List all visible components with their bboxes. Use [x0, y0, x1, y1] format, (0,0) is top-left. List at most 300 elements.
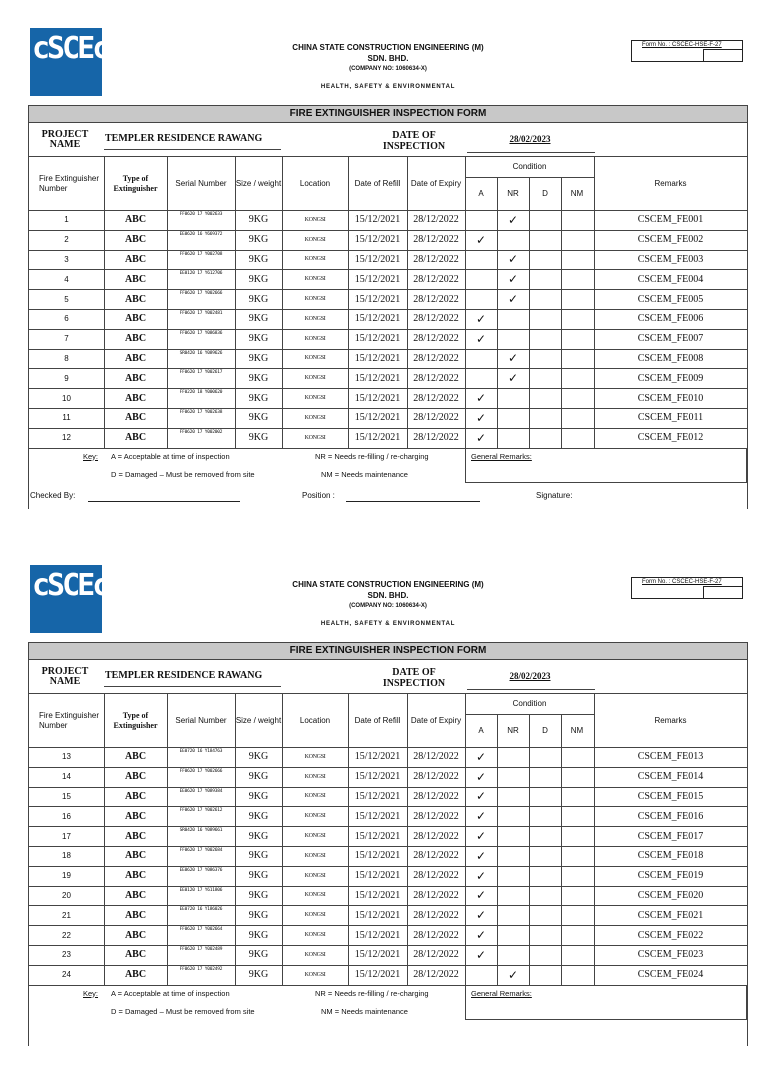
- cell-expiry: 28/12/2022: [413, 412, 459, 424]
- company-name-line1: CHINA STATE CONSTRUCTION ENGINEERING (M): [292, 580, 484, 589]
- company-name-line1: CHINA STATE CONSTRUCTION ENGINEERING (M): [292, 43, 484, 52]
- condition-checkmark-icon: ✓: [475, 391, 487, 406]
- cell-remarks: CSCEM_FE008: [637, 352, 704, 364]
- company-logo: [30, 565, 108, 633]
- cell-refill: 15/12/2021: [354, 372, 401, 384]
- logo-mark: cSCEc: [32, 568, 108, 603]
- cell-location: KONGSI: [304, 375, 326, 382]
- department-name: HEALTH, SAFETY & ENVIRONMENTAL: [320, 621, 456, 627]
- general-remarks-label: General Remarks:: [471, 451, 532, 461]
- cell-size: 9KG: [248, 949, 269, 961]
- form-title: FIRE EXTINGUISHER INSPECTION FORM: [29, 106, 747, 123]
- cell-size: 9KG: [248, 412, 269, 424]
- checked-by-line: [88, 501, 240, 502]
- cell-expiry: 28/12/2022: [413, 949, 459, 961]
- col-header-size: Size / weight: [235, 715, 282, 725]
- date-label: DATE OF INSPECTION: [382, 130, 446, 152]
- cell-location: KONGSI: [304, 395, 326, 402]
- cell-location: KONGSI: [304, 335, 326, 342]
- cell-no: 2: [64, 235, 69, 245]
- date-underline: [467, 689, 595, 690]
- cell-remarks: CSCEM_FE015: [637, 790, 704, 802]
- cell-expiry: 28/12/2022: [413, 929, 459, 941]
- cell-expiry: 28/12/2022: [413, 771, 459, 783]
- form-number-inner-box: [703, 49, 742, 61]
- cell-location: KONGSI: [304, 236, 326, 243]
- col-header-type: Type of Extinguisher: [113, 173, 158, 193]
- cell-type: ABC: [124, 889, 147, 901]
- cell-remarks: CSCEM_FE007: [637, 333, 704, 345]
- cell-type: ABC: [124, 909, 147, 921]
- cell-type: ABC: [124, 313, 147, 325]
- cell-refill: 15/12/2021: [354, 214, 401, 226]
- key-damaged: D = Damaged – Must be removed from site: [111, 469, 255, 479]
- cell-remarks: CSCEM_FE011: [637, 412, 704, 424]
- col-header-location: Location: [299, 178, 331, 188]
- cell-location: KONGSI: [304, 951, 326, 958]
- key-needs-maintenance: NM = Needs maintenance: [321, 469, 408, 479]
- cell-expiry: 28/12/2022: [413, 214, 459, 226]
- cell-refill: 15/12/2021: [354, 273, 401, 285]
- cell-no: 16: [62, 811, 71, 821]
- form-number-box: [631, 40, 743, 62]
- cell-expiry: 28/12/2022: [413, 850, 459, 862]
- cell-expiry: 28/12/2022: [413, 830, 459, 842]
- cell-expiry: 28/12/2022: [413, 352, 459, 364]
- key-needs-refill: NR = Needs re-filling / re-charging: [315, 988, 429, 998]
- cell-serial: FF0620 17 Y002481: [179, 311, 223, 316]
- cell-size: 9KG: [248, 234, 269, 246]
- project-name-value: TEMPLER RESIDENCE RAWANG: [105, 670, 263, 681]
- cell-no: 12: [62, 433, 71, 443]
- cell-no: 3: [64, 254, 69, 264]
- key-needs-maintenance: NM = Needs maintenance: [321, 1006, 408, 1016]
- cell-refill: 15/12/2021: [354, 412, 401, 424]
- cell-no: 7: [64, 334, 69, 344]
- project-underline: [104, 686, 281, 687]
- cell-refill: 15/12/2021: [354, 432, 401, 444]
- condition-checkmark-icon: ✓: [507, 292, 519, 307]
- cell-location: KONGSI: [304, 276, 326, 283]
- form-number: Form No. : CSCEC-HSE-F-27: [642, 42, 722, 48]
- cell-no: 21: [62, 910, 71, 920]
- key-label: Key:: [83, 451, 99, 461]
- cell-expiry: 28/12/2022: [413, 273, 459, 285]
- cell-size: 9KG: [248, 850, 269, 862]
- cell-expiry: 28/12/2022: [413, 333, 459, 345]
- cell-location: KONGSI: [304, 355, 326, 362]
- condition-checkmark-icon: ✓: [507, 351, 519, 366]
- cell-type: ABC: [124, 850, 147, 862]
- cell-remarks: CSCEM_FE023: [637, 949, 704, 961]
- cell-remarks: CSCEM_FE006: [637, 313, 704, 325]
- condition-checkmark-icon: ✓: [507, 967, 519, 982]
- company-name-line2: SDN. BHD.: [367, 591, 409, 600]
- cell-type: ABC: [124, 234, 147, 246]
- col-header-serial: Serial Number: [175, 715, 227, 725]
- cell-no: 22: [62, 930, 71, 940]
- cell-remarks: CSCEM_FE003: [637, 253, 704, 265]
- project-name-value: TEMPLER RESIDENCE RAWANG: [105, 133, 263, 144]
- cell-serial: EE0120 17 Y612706: [179, 271, 223, 277]
- cell-size: 9KG: [248, 293, 269, 305]
- condition-checkmark-icon: ✓: [475, 769, 487, 784]
- cell-type: ABC: [124, 870, 147, 882]
- cell-expiry: 28/12/2022: [413, 313, 459, 325]
- cell-serial: EE0120 17 Y611806: [179, 887, 223, 893]
- cell-size: 9KG: [248, 253, 269, 265]
- cell-remarks: CSCEM_FE018: [637, 850, 704, 862]
- col-header-size: Size / weight: [235, 178, 282, 188]
- cell-refill: 15/12/2021: [354, 751, 401, 763]
- cell-type: ABC: [124, 372, 147, 384]
- cell-no: 9: [64, 373, 69, 383]
- cell-refill: 15/12/2021: [354, 929, 401, 941]
- general-remarks-label: General Remarks:: [471, 988, 532, 998]
- condition-checkmark-icon: ✓: [475, 410, 487, 425]
- cell-location: KONGSI: [304, 852, 326, 859]
- cell-serial: FF0620 17 Y002664: [179, 927, 223, 933]
- cell-type: ABC: [124, 214, 147, 226]
- cell-type: ABC: [124, 771, 147, 783]
- cell-remarks: CSCEM_FE013: [637, 751, 704, 763]
- cell-remarks: CSCEM_FE004: [637, 273, 704, 285]
- condition-checkmark-icon: ✓: [475, 311, 487, 326]
- cell-serial: FF0620 17 Y002666: [179, 291, 223, 297]
- cell-size: 9KG: [248, 214, 269, 226]
- key-acceptable: A = Acceptable at time of inspection: [111, 451, 230, 461]
- condition-checkmark-icon: ✓: [507, 212, 519, 227]
- key-acceptable: A = Acceptable at time of inspection: [111, 988, 230, 998]
- project-name-label: PROJECT NAME: [41, 129, 89, 150]
- cell-size: 9KG: [248, 771, 269, 783]
- col-header-nr: NR: [507, 189, 519, 198]
- row-divider: [29, 985, 747, 986]
- cell-remarks: CSCEM_FE021: [637, 909, 704, 921]
- condition-checkmark-icon: ✓: [475, 232, 487, 247]
- inspection-table: [28, 105, 748, 509]
- cell-remarks: CSCEM_FE020: [637, 889, 704, 901]
- cell-remarks: CSCEM_FE005: [637, 293, 704, 305]
- row-divider: [29, 448, 747, 449]
- position-label: Position :: [302, 491, 335, 500]
- cell-remarks: CSCEM_FE017: [637, 830, 704, 842]
- cell-serial: EE0620 17 Y086376: [179, 867, 223, 873]
- cell-no: 11: [62, 413, 71, 423]
- department-name: HEALTH, SAFETY & ENVIRONMENTAL: [320, 84, 456, 90]
- cell-type: ABC: [124, 810, 147, 822]
- cell-remarks: CSCEM_FE014: [637, 771, 704, 783]
- cell-type: ABC: [124, 830, 147, 842]
- cell-location: KONGSI: [304, 256, 326, 263]
- col-header-condition: Condition: [512, 699, 547, 708]
- cell-refill: 15/12/2021: [354, 830, 401, 842]
- cell-no: 19: [62, 871, 71, 881]
- cell-location: KONGSI: [304, 813, 326, 820]
- cell-serial: FF0620 17 Y002489: [179, 947, 223, 952]
- cell-location: KONGSI: [304, 912, 326, 919]
- cell-no: 14: [62, 772, 71, 782]
- date-value: 28/02/2023: [509, 671, 551, 681]
- cell-expiry: 28/12/2022: [413, 790, 459, 802]
- col-header-nm: NM: [570, 189, 584, 198]
- col-header-d: D: [542, 726, 548, 735]
- cell-remarks: CSCEM_FE016: [637, 810, 704, 822]
- cell-refill: 15/12/2021: [354, 850, 401, 862]
- logo-mark: cSCEc: [32, 31, 108, 66]
- cell-remarks: CSCEM_FE022: [637, 929, 704, 941]
- cell-no: 23: [62, 950, 71, 960]
- cell-serial: SR0420 16 Y089661: [179, 828, 223, 834]
- cell-size: 9KG: [248, 352, 269, 364]
- frame-right-ext: [746, 985, 747, 1019]
- condition-checkmark-icon: ✓: [475, 947, 487, 962]
- cell-serial: EE0720 16 Y186026: [179, 907, 223, 913]
- cell-type: ABC: [124, 969, 147, 981]
- cell-serial: EE0620 17 Y089384: [179, 788, 223, 794]
- company-name-line2: SDN. BHD.: [367, 54, 409, 63]
- cell-serial: FF0620 17 Y002617: [179, 370, 223, 376]
- cell-serial: FF0620 17 Y002002: [179, 429, 223, 435]
- cell-location: KONGSI: [304, 793, 326, 800]
- col-header-refill: Date of Refill: [354, 178, 401, 188]
- cell-serial: EE0720 16 Y184763: [179, 749, 223, 754]
- remarks-box-bottom: [465, 482, 747, 483]
- cell-expiry: 28/12/2022: [413, 372, 459, 384]
- cell-serial: FF0620 17 Y002684: [179, 848, 223, 853]
- cell-serial: FF0620 17 Y002666: [179, 768, 223, 774]
- cell-size: 9KG: [248, 313, 269, 325]
- cell-serial: FF0620 17 Y002612: [179, 808, 223, 814]
- cell-location: KONGSI: [304, 892, 326, 899]
- condition-checkmark-icon: ✓: [475, 789, 487, 804]
- cell-size: 9KG: [248, 333, 269, 345]
- cell-refill: 15/12/2021: [354, 889, 401, 901]
- cell-type: ABC: [124, 790, 147, 802]
- company-logo: [30, 28, 108, 96]
- cell-serial: FF0620 17 Y086836: [179, 330, 223, 336]
- condition-checkmark-icon: ✓: [507, 272, 519, 287]
- key-damaged: D = Damaged – Must be removed from site: [111, 1006, 255, 1016]
- form-number-box: [631, 577, 743, 599]
- cell-no: 17: [62, 831, 71, 841]
- cell-location: KONGSI: [304, 753, 326, 760]
- cell-size: 9KG: [248, 889, 269, 901]
- condition-checkmark-icon: ✓: [475, 331, 487, 346]
- col-header-a: A: [478, 726, 484, 735]
- cell-remarks: CSCEM_FE024: [637, 969, 704, 981]
- cell-refill: 15/12/2021: [354, 909, 401, 921]
- cell-size: 9KG: [248, 273, 269, 285]
- cell-refill: 15/12/2021: [354, 293, 401, 305]
- condition-checkmark-icon: ✓: [475, 809, 487, 824]
- cell-no: 5: [64, 294, 69, 304]
- col-header-remarks: Remarks: [654, 715, 687, 725]
- cell-no: 6: [64, 314, 69, 324]
- cell-size: 9KG: [248, 751, 269, 763]
- cell-size: 9KG: [248, 929, 269, 941]
- cell-no: 10: [62, 393, 71, 403]
- condition-checkmark-icon: ✓: [475, 829, 487, 844]
- cell-expiry: 28/12/2022: [413, 870, 459, 882]
- cell-expiry: 28/12/2022: [413, 293, 459, 305]
- cell-size: 9KG: [248, 372, 269, 384]
- cell-size: 9KG: [248, 392, 269, 404]
- col-header-expiry: Date of Expiry: [410, 715, 462, 725]
- project-name-label: PROJECT NAME: [41, 666, 89, 687]
- condition-checkmark-icon: ✓: [475, 430, 487, 445]
- col-header-nr: NR: [507, 726, 519, 735]
- cell-type: ABC: [124, 293, 147, 305]
- company-header: [250, 42, 526, 93]
- key-label: Key:: [83, 988, 99, 998]
- key-needs-refill: NR = Needs re-filling / re-charging: [315, 451, 429, 461]
- col-header-serial: Serial Number: [175, 178, 227, 188]
- col-header-number: Fire Extinguisher Number: [39, 173, 100, 193]
- cell-type: ABC: [124, 352, 147, 364]
- position-line: [346, 501, 480, 502]
- cell-refill: 15/12/2021: [354, 234, 401, 246]
- date-value: 28/02/2023: [509, 134, 551, 144]
- form-page: [0, 565, 768, 1073]
- condition-checkmark-icon: ✓: [507, 252, 519, 267]
- cell-expiry: 28/12/2022: [413, 253, 459, 265]
- cell-refill: 15/12/2021: [354, 810, 401, 822]
- cell-expiry: 28/12/2022: [413, 810, 459, 822]
- cell-type: ABC: [124, 949, 147, 961]
- col-header-nm: NM: [570, 726, 584, 735]
- cell-type: ABC: [124, 432, 147, 444]
- date-label: DATE OF INSPECTION: [382, 667, 446, 689]
- form-page: [0, 28, 768, 536]
- col-header-refill: Date of Refill: [354, 715, 401, 725]
- condition-checkmark-icon: ✓: [475, 928, 487, 943]
- cell-type: ABC: [124, 412, 147, 424]
- cell-expiry: 28/12/2022: [413, 889, 459, 901]
- company-number: (COMPANY NO: 1060634-X): [349, 66, 427, 72]
- cell-refill: 15/12/2021: [354, 949, 401, 961]
- col-header-type: Type of Extinguisher: [113, 710, 158, 730]
- cell-size: 9KG: [248, 870, 269, 882]
- cell-type: ABC: [124, 751, 147, 763]
- cell-no: 20: [62, 890, 71, 900]
- cell-serial: FF0620 17 Y002633: [179, 212, 223, 217]
- remarks-box-left: [465, 985, 466, 1019]
- cell-serial: FF0620 17 Y002492: [179, 966, 223, 972]
- col-header-location: Location: [299, 715, 331, 725]
- cell-type: ABC: [124, 929, 147, 941]
- cell-refill: 15/12/2021: [354, 392, 401, 404]
- cell-location: KONGSI: [304, 315, 326, 322]
- condition-checkmark-icon: ✓: [475, 749, 487, 764]
- cell-size: 9KG: [248, 810, 269, 822]
- cell-no: 4: [64, 274, 69, 284]
- cell-location: KONGSI: [304, 773, 326, 780]
- cell-serial: FF0620 17 Y002708: [179, 251, 223, 257]
- cell-remarks: CSCEM_FE012: [637, 432, 704, 444]
- cell-serial: FF0620 17 Y002638: [179, 410, 223, 415]
- cell-expiry: 28/12/2022: [413, 392, 459, 404]
- form-number-inner-box: [703, 586, 742, 598]
- cell-no: 15: [62, 791, 71, 801]
- cell-refill: 15/12/2021: [354, 253, 401, 265]
- cell-expiry: 28/12/2022: [413, 909, 459, 921]
- cell-type: ABC: [124, 392, 147, 404]
- cell-remarks: CSCEM_FE009: [637, 372, 704, 384]
- col-header-number: Fire Extinguisher Number: [39, 710, 100, 730]
- condition-checkmark-icon: ✓: [475, 888, 487, 903]
- condition-checkmark-icon: ✓: [475, 908, 487, 923]
- cell-location: KONGSI: [304, 414, 326, 421]
- cell-no: 18: [62, 851, 71, 861]
- col-header-a: A: [478, 189, 484, 198]
- cell-no: 8: [64, 353, 69, 363]
- remarks-box-bottom: [465, 1019, 747, 1020]
- cell-type: ABC: [124, 273, 147, 285]
- company-number: (COMPANY NO: 1060634-X): [349, 603, 427, 609]
- col-header-condition: Condition: [512, 162, 547, 171]
- cell-location: KONGSI: [304, 971, 326, 978]
- cell-refill: 15/12/2021: [354, 352, 401, 364]
- cell-location: KONGSI: [304, 872, 326, 879]
- cell-remarks: CSCEM_FE010: [637, 392, 704, 404]
- cell-refill: 15/12/2021: [354, 870, 401, 882]
- cell-remarks: CSCEM_FE002: [637, 234, 704, 246]
- cell-location: KONGSI: [304, 296, 326, 303]
- cell-size: 9KG: [248, 969, 269, 981]
- cell-expiry: 28/12/2022: [413, 432, 459, 444]
- cell-refill: 15/12/2021: [354, 313, 401, 325]
- cell-serial: SR0420 16 Y089626: [179, 350, 223, 356]
- cell-type: ABC: [124, 253, 147, 265]
- date-underline: [467, 152, 595, 153]
- cell-size: 9KG: [248, 909, 269, 921]
- remarks-box-left: [465, 448, 466, 482]
- cell-location: KONGSI: [304, 932, 326, 939]
- cell-size: 9KG: [248, 432, 269, 444]
- project-underline: [104, 149, 281, 150]
- cell-expiry: 28/12/2022: [413, 969, 459, 981]
- cell-expiry: 28/12/2022: [413, 234, 459, 246]
- cell-remarks: CSCEM_FE001: [637, 214, 704, 226]
- condition-checkmark-icon: ✓: [475, 868, 487, 883]
- cell-refill: 15/12/2021: [354, 771, 401, 783]
- cell-remarks: CSCEM_FE019: [637, 870, 704, 882]
- col-header-expiry: Date of Expiry: [410, 178, 462, 188]
- condition-checkmark-icon: ✓: [475, 848, 487, 863]
- signature-label: Signature:: [536, 491, 573, 500]
- condition-checkmark-icon: ✓: [507, 371, 519, 386]
- col-header-remarks: Remarks: [654, 178, 687, 188]
- cell-serial: EE0620 16 Y669372: [179, 231, 223, 237]
- cell-location: KONGSI: [304, 833, 326, 840]
- form-number: Form No. : CSCEC-HSE-F-27: [642, 579, 722, 585]
- cell-no: 24: [62, 970, 71, 980]
- cell-expiry: 28/12/2022: [413, 751, 459, 763]
- cell-serial: FF0220 18 Y000620: [179, 390, 223, 396]
- cell-size: 9KG: [248, 830, 269, 842]
- company-header: [250, 579, 526, 630]
- form-title: FIRE EXTINGUISHER INSPECTION FORM: [29, 643, 747, 660]
- cell-location: KONGSI: [304, 434, 326, 441]
- cell-no: 1: [64, 215, 69, 225]
- cell-type: ABC: [124, 333, 147, 345]
- col-header-d: D: [542, 189, 548, 198]
- inspection-table: [28, 642, 748, 1046]
- frame-right-ext: [746, 448, 747, 482]
- cell-refill: 15/12/2021: [354, 790, 401, 802]
- checked-by-label: Checked By:: [30, 491, 76, 500]
